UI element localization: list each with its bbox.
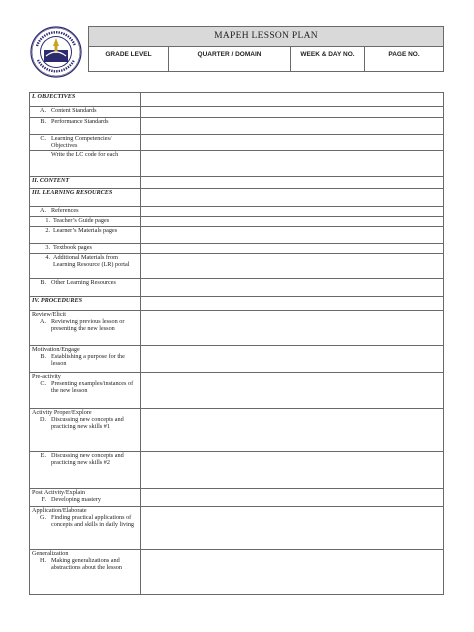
item-text: Performance Standards	[51, 118, 109, 125]
phase-label: Post Activity/Explain	[32, 489, 86, 496]
table-row	[30, 118, 444, 135]
table-row	[30, 297, 444, 311]
activity-proper-label	[30, 409, 141, 452]
entry-cell[interactable]	[141, 151, 444, 177]
item-text: Other Learning Resources	[51, 279, 116, 286]
item-text: Additional Materials from Learning Resource (LR) portal	[53, 254, 130, 268]
table-row	[30, 311, 444, 346]
section-procedures-heading: IV. PROCEDURES	[30, 297, 141, 311]
table-row	[30, 507, 444, 550]
phase-label: Motivation/Engage	[32, 346, 80, 353]
table-row	[30, 452, 444, 489]
item-letter: E.	[40, 452, 46, 459]
item-letter: C.	[40, 380, 46, 387]
item-text: Write the LC code for each	[51, 151, 119, 158]
entry-cell[interactable]	[141, 550, 444, 595]
entry-cell[interactable]	[141, 279, 444, 297]
table-row	[30, 93, 444, 107]
table-row	[30, 346, 444, 373]
entry-cell[interactable]	[141, 489, 444, 507]
phase-label: Activity Proper/Explore	[32, 409, 92, 416]
section-content-heading: II. CONTENT	[30, 177, 141, 189]
grade-level-field: GRADE LEVEL	[89, 47, 169, 72]
quarter-domain-field: QUARTER / DOMAIN	[169, 47, 291, 72]
entry-cell[interactable]	[141, 297, 444, 311]
phase-label: Review/Elicit	[32, 311, 67, 318]
table-row	[30, 107, 444, 118]
table-row	[30, 217, 444, 227]
item-text: Establishing a purpose for the lesson	[51, 353, 125, 367]
entry-cell[interactable]	[141, 217, 444, 227]
item-text: Finding practical applications of concepts and skills in daily living	[51, 514, 135, 528]
item-text: Content Standards	[51, 107, 97, 114]
entry-cell[interactable]	[141, 177, 444, 189]
table-row	[30, 189, 444, 207]
table-row	[30, 489, 444, 507]
pre-activity-label	[30, 373, 141, 409]
section-objectives-heading: I. OBJECTIVES	[30, 93, 141, 107]
references-label	[30, 207, 141, 217]
item-letter: F.	[41, 496, 46, 503]
item-number: 3.	[45, 244, 50, 251]
phase-label: Application/Elaborate	[32, 507, 87, 514]
item-letter: A.	[39, 207, 46, 214]
textbook-pages-label	[30, 244, 141, 254]
item-letter: G.	[39, 514, 46, 521]
item-letter: D.	[39, 416, 46, 423]
table-row	[30, 227, 444, 244]
item-number: 2.	[45, 227, 50, 234]
document-title: MAPEH LESSON PLAN	[89, 27, 443, 47]
item-letter: B.	[40, 279, 46, 286]
review-elicit-label	[30, 311, 141, 346]
item-text: References	[51, 207, 79, 214]
item-text: Making generalizations and abstractions about the lesson	[51, 557, 122, 571]
entry-cell[interactable]	[141, 135, 444, 151]
table-row	[30, 373, 444, 409]
entry-cell[interactable]	[141, 207, 444, 217]
item-letter: H.	[39, 557, 46, 564]
entry-cell[interactable]	[141, 346, 444, 373]
item-letter: C.	[40, 135, 46, 142]
item-text: Learning Competencies/ Objectives	[51, 135, 112, 149]
entry-cell[interactable]	[141, 311, 444, 346]
table-row	[30, 550, 444, 595]
header-fields-row	[89, 47, 443, 72]
entry-cell[interactable]	[141, 227, 444, 244]
entry-cell[interactable]	[141, 452, 444, 489]
entry-cell[interactable]	[141, 118, 444, 135]
item-text: Discussing new concepts and practicing new skills #1	[51, 416, 124, 430]
item-letter: A.	[39, 318, 46, 325]
teachers-guide-label	[30, 217, 141, 227]
entry-cell[interactable]	[141, 507, 444, 550]
item-text: Textbook pages	[53, 244, 92, 251]
table-row	[30, 177, 444, 189]
table-row	[30, 151, 444, 177]
table-row	[30, 409, 444, 452]
phase-label: Pre-activity	[32, 373, 61, 380]
item-letter: B.	[40, 353, 46, 360]
motivation-engage-label	[30, 346, 141, 373]
lc-code-note-label	[30, 151, 141, 177]
application-elaborate-label	[30, 507, 141, 550]
entry-cell[interactable]	[141, 244, 444, 254]
entry-cell[interactable]	[141, 189, 444, 207]
other-resources-label	[30, 279, 141, 297]
performance-standards-label	[30, 118, 141, 135]
table-row	[30, 135, 444, 151]
item-text: Reviewing previous lesson or presenting the new lesson	[51, 318, 125, 332]
table-row	[30, 254, 444, 279]
entry-cell[interactable]	[141, 409, 444, 452]
lesson-plan-header	[88, 26, 444, 72]
entry-cell[interactable]	[141, 254, 444, 279]
lesson-plan-table	[29, 92, 444, 595]
additional-materials-label	[30, 254, 141, 279]
content-standards-label	[30, 107, 141, 118]
week-day-field: WEEK & DAY NO.	[291, 47, 365, 72]
deped-seal-logo	[27, 26, 85, 78]
table-row	[30, 207, 444, 217]
page-number-field: PAGE NO.	[388, 51, 420, 58]
learning-competencies-label	[30, 135, 141, 151]
item-letter: B.	[40, 118, 46, 125]
entry-cell[interactable]	[141, 107, 444, 118]
section-resources-heading: III. LEARNING RESOURCES	[30, 189, 141, 207]
post-activity-label	[30, 489, 141, 507]
item-text: Discussing new concepts and practicing new skills #2	[51, 452, 124, 466]
item-text: Developing mastery	[51, 496, 102, 503]
phase-label: Generalization	[32, 550, 69, 557]
item-number: 1.	[45, 217, 50, 224]
item-number: 4.	[45, 254, 50, 261]
seal-icon	[30, 26, 82, 78]
entry-cell[interactable]	[141, 93, 444, 107]
item-text: Teacher’s Guide pages	[53, 217, 110, 224]
entry-cell[interactable]	[141, 373, 444, 409]
table-row	[30, 244, 444, 254]
item-letter: A.	[39, 107, 46, 114]
learners-materials-label	[30, 227, 141, 244]
item-text: Presenting examples/instances of the new lesson	[51, 380, 134, 394]
item-text: Learner’s Materials pages	[53, 227, 118, 234]
generalization-label	[30, 550, 141, 595]
skills-two-label	[30, 452, 141, 489]
table-row	[30, 279, 444, 297]
